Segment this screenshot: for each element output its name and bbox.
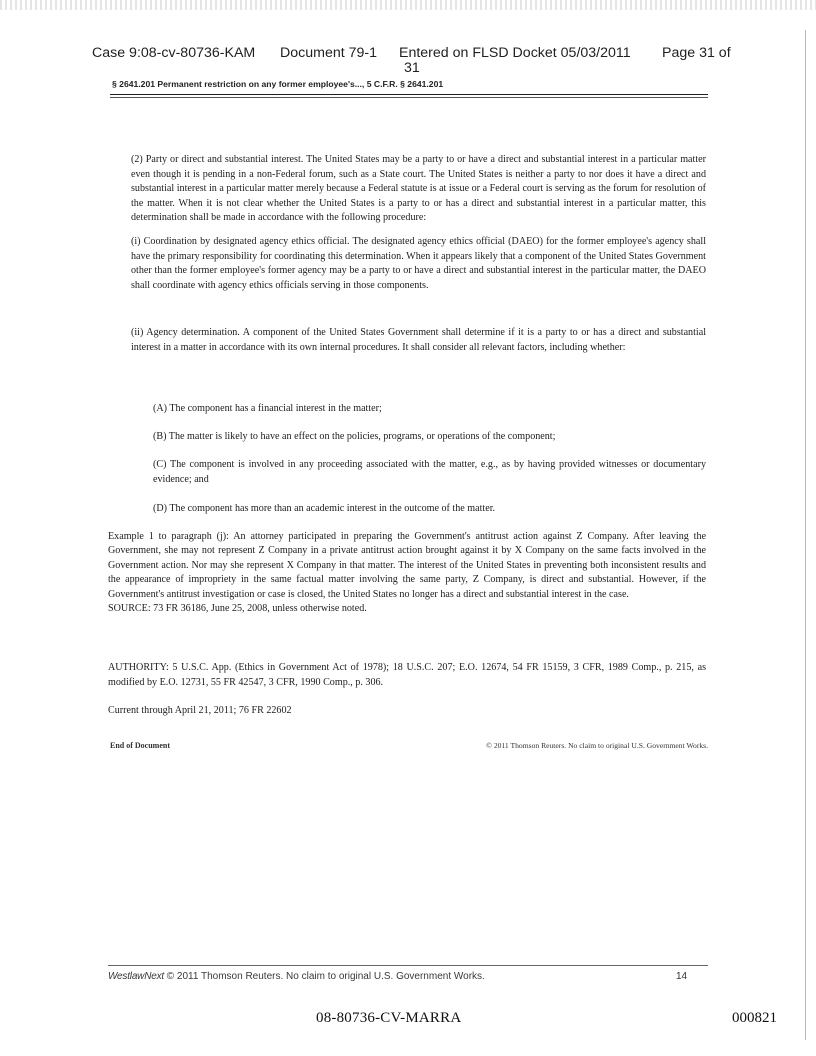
list-item-c: (C) The component is involved in any proceeding associated with the matter, e.g., as by having provided witnesses or documentary evidence; and — [153, 459, 706, 485]
example-paragraph — [108, 530, 706, 616]
header-rule — [110, 94, 708, 95]
docket-entry-date: Entered on FLSD Docket 05/03/2011 — [399, 45, 631, 61]
header-rule-thin — [110, 97, 708, 98]
source-note: SOURCE: 73 FR 36186, June 25, 2008, unless otherwise noted. — [108, 603, 367, 615]
westlaw-document-title: § 2641.201 Permanent restriction on any former employee's..., 5 C.F.R. § 2641.201 — [112, 79, 444, 89]
list-item-a: (A) The component has a financial interest in the matter; — [153, 403, 382, 414]
list-item-b: (B) The matter is likely to have an effect on the policies, programs, or operations of the component; — [153, 431, 556, 442]
case-number: Case 9:08-cv-80736-KAM — [92, 45, 256, 61]
scan-page-edge — [805, 30, 806, 1040]
list-item-d: (D) The component has more than an academic interest in the outcome of the matter. — [153, 503, 496, 514]
footer-rule — [108, 965, 708, 966]
bates-number: 000821 — [732, 1010, 777, 1026]
example-text: Example 1 to paragraph (j): An attorney participated in preparing the Government's antitrust action against Z Company. After leaving the Government, she may not represent Z Company in a private antitrust action brought against it by X Company on the same facts involved in the Government action. Nor may she represent X Company in that matter. The interest of the United States in preventing both inconsistent results and the appearance of impropriety in the same factual matter involving the same party, Z Company, is direct and substantial. However, if the Government's antitrust investigation or case is closed, the United States no longer has a direct and substantial interest in the case. — [108, 531, 706, 600]
scan-artifact-top — [0, 0, 816, 10]
document-number: Document 79-1 — [280, 45, 377, 61]
authority-note: AUTHORITY: 5 U.S.C. App. (Ethics in Government Act of 1978); 18 U.S.C. 207; E.O. 12674, 54 FR 15159, 3 CFR, 1989 Comp., p. 215, as modified by E.O. 12731, 55 FR 42547, 3 CFR, 1990 Comp., p. 306. — [108, 662, 706, 688]
bates-label: 08-80736-CV-MARRA — [316, 1010, 462, 1026]
page-total: 31 — [404, 60, 420, 76]
paragraph-agency-determination: (ii) Agency determination. A component of the United States Government shall determine if it is a party to or has a direct and substantial interest in a matter in accordance with its own internal procedures. It shall consider all relevant factors, including whether: — [131, 327, 706, 353]
footer-copyright: © 2011 Thomson Reuters. No claim to original U.S. Government Works. — [166, 971, 485, 982]
westlaw-footer — [108, 971, 485, 982]
page-number: 14 — [676, 971, 688, 982]
paragraph-party-interest: (2) Party or direct and substantial interest. The United States may be a party to or have a direct and substantial interest in a particular matter even though it is pending in a non-Federal forum, such as a State court. The United States is neither a party to nor does it have a direct and substantial interest in a particular matter merely because a Federal statute is at issue or a Federal court is serving as the forum for resolution of the matter. When it is not clear whether the United States is a party to or has a direct and substantial interest in a particular matter, this determination shall be made in accordance with the following procedure: — [131, 154, 706, 224]
end-copyright: © 2011 Thomson Reuters. No claim to original U.S. Government Works. — [486, 741, 708, 750]
paragraph-coordination: (i) Coordination by designated agency ethics official. The designated agency ethics official (DAEO) for the former employee's agency shall have the primary responsibility for coordinating this determination. When it appears likely that a component of the United States Government other than the former employee's former agency may be a party to or have a direct and substantial interest in the particular matter, the DAEO shall coordinate with agency ethics officials serving in those components. — [131, 236, 706, 291]
westlaw-brand: WestlawNext — [108, 971, 164, 982]
page-of: Page 31 of — [662, 45, 731, 61]
currency-note: Current through April 21, 2011; 76 FR 22602 — [108, 705, 292, 716]
end-of-document-label: End of Document — [110, 741, 171, 750]
